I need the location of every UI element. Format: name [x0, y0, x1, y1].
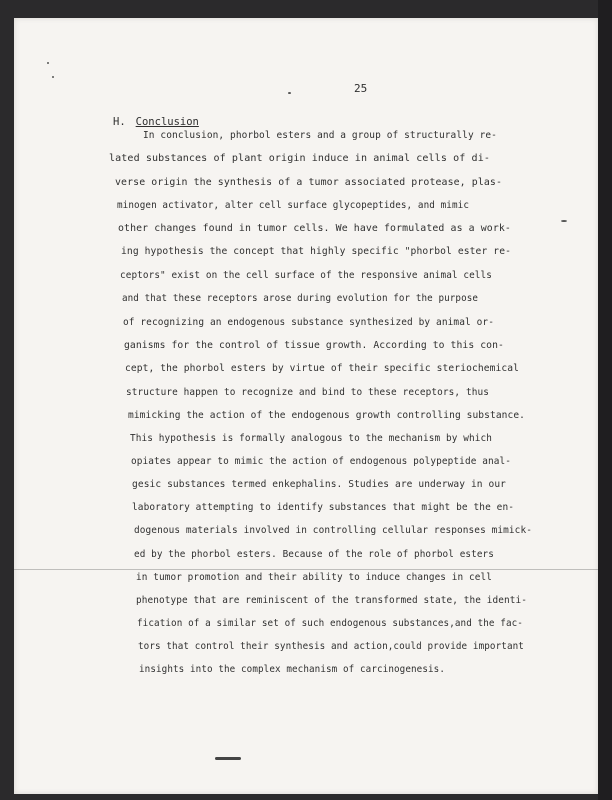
body-line: insights into the complex mechanism of carcinogenesis.	[139, 664, 445, 675]
body-line: In conclusion, phorbol esters and a group of structurally re-	[143, 130, 497, 141]
body-line: of recognizing an endogenous substance synthesized by animal or-	[123, 317, 494, 328]
body-line: phenotype that are reminiscent of the transformed state, the identi-	[136, 595, 527, 606]
body-line: fication of a similar set of such endogenous substances,and the fac-	[137, 618, 523, 629]
body-line: ed by the phorbol esters. Because of the role of phorbol esters	[134, 549, 494, 560]
body-line: minogen activator, alter cell surface glycopeptides, and mimic	[117, 200, 470, 211]
body-line: other changes found in tumor cells. We have formulated as a work-	[118, 223, 511, 234]
body-line: ceptors" exist on the cell surface of the responsive animal cells	[120, 270, 492, 281]
body-line: laboratory attempting to identify substances that might be the en-	[132, 502, 515, 513]
body-line: and that these receptors arose during evolution for the purpose	[122, 293, 479, 304]
page-number: 25	[354, 82, 368, 95]
body-line: lated substances of plant origin induce in animal cells of di-	[109, 153, 491, 164]
section-title: Conclusion	[135, 116, 199, 128]
body-line: gesic substances termed enkephalins. Studies are underway in our	[132, 479, 507, 490]
body-line: This hypothesis is formally analogous to the mechanism by which	[130, 433, 492, 444]
body-line: dogenous materials involved in controlling cellular responses mimick-	[134, 525, 533, 536]
body-line: ing hypothesis the concept that highly specific "phorbol ester re-	[121, 246, 512, 257]
body-line: verse origin the synthesis of a tumor associated protease, plas-	[115, 177, 503, 188]
section-letter: H.	[113, 116, 126, 128]
body-line: cept, the phorbol esters by virtue of their specific steriochemical	[125, 363, 520, 374]
body-line: ganisms for the control of tissue growth. According to this con-	[124, 340, 505, 351]
body-line: opiates appear to mimic the action of endogenous polypeptide anal-	[131, 456, 511, 467]
body-line: tors that control their synthesis and action,could provide important	[138, 641, 524, 652]
body-line: mimicking the action of the endogenous growth controlling substance.	[128, 410, 526, 421]
body-line: in tumor promotion and their ability to induce changes in cell	[136, 572, 492, 583]
body-line: structure happen to recognize and bind to these receptors, thus	[126, 387, 489, 398]
